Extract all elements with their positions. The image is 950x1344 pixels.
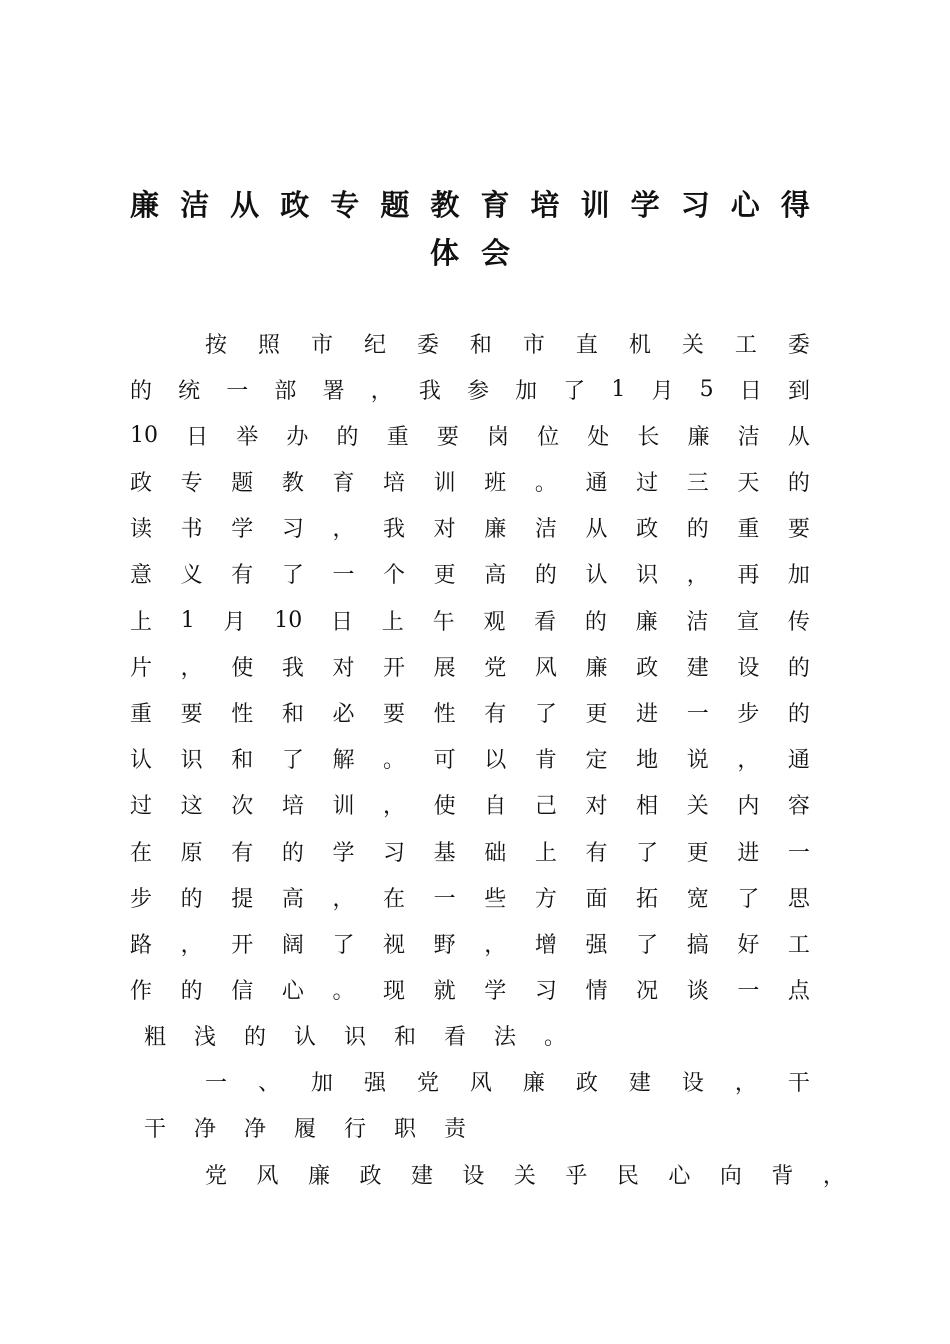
document-title-line-1: 廉 洁 从 政 专 题 教 育 培 训 学 习 心 得 <box>130 187 810 222</box>
body-line: 党 风 廉 政 建 设 关 乎 民 心 向 背 ， <box>205 1163 845 1189</box>
section-heading-line-1: 一 、 加 强 党 风 廉 政 建 设 ， 干 <box>205 1070 810 1096</box>
section-heading-line-2: 干 净 净 履 行 职 责 <box>143 1116 466 1142</box>
body-line: 过 这 次 培 训 ， 使 自 己 对 相 关 内 容 <box>130 793 810 819</box>
body-line: 意 义 有 了 一 个 更 高 的 认 识 ， 再 加 <box>130 562 810 588</box>
body-line: 政 专 题 教 育 培 训 班 。 通 过 三 天 的 <box>130 470 810 496</box>
body-line: 步 的 提 高 ， 在 一 些 方 面 拓 宽 了 思 <box>130 886 810 912</box>
body-line: 按 照 市 纪 委 和 市 直 机 关 工 委 <box>205 332 810 358</box>
body-line: 重 要 性 和 必 要 性 有 了 更 进 一 步 的 <box>130 701 810 727</box>
body-line: 10 日 举 办 的 重 要 岗 位 处 长 廉 洁 从 <box>130 422 810 450</box>
body-line: 作 的 信 心 。 现 就 学 习 情 况 谈 一 点 <box>130 978 810 1004</box>
body-line: 片 ， 使 我 对 开 展 党 风 廉 政 建 设 的 <box>130 655 810 681</box>
body-line: 认 识 和 了 解 。 可 以 肯 定 地 说 ， 通 <box>130 747 810 773</box>
body-line: 读 书 学 习 ， 我 对 廉 洁 从 政 的 重 要 <box>130 516 810 542</box>
body-line: 路 ， 开 阔 了 视 野 ， 增 强 了 搞 好 工 <box>130 932 810 958</box>
document-title-line-2: 体 会 <box>430 235 510 270</box>
body-line: 的 统 一 部 署 ， 我 参 加 了 1 月 5 日 到 <box>130 376 810 404</box>
body-line: 在 原 有 的 学 习 基 础 上 有 了 更 进 一 <box>130 840 810 866</box>
body-line: 粗 浅 的 认 识 和 看 法 。 <box>143 1024 566 1050</box>
body-line: 上 1 月 10 日 上 午 观 看 的 廉 洁 宣 传 <box>130 607 810 635</box>
